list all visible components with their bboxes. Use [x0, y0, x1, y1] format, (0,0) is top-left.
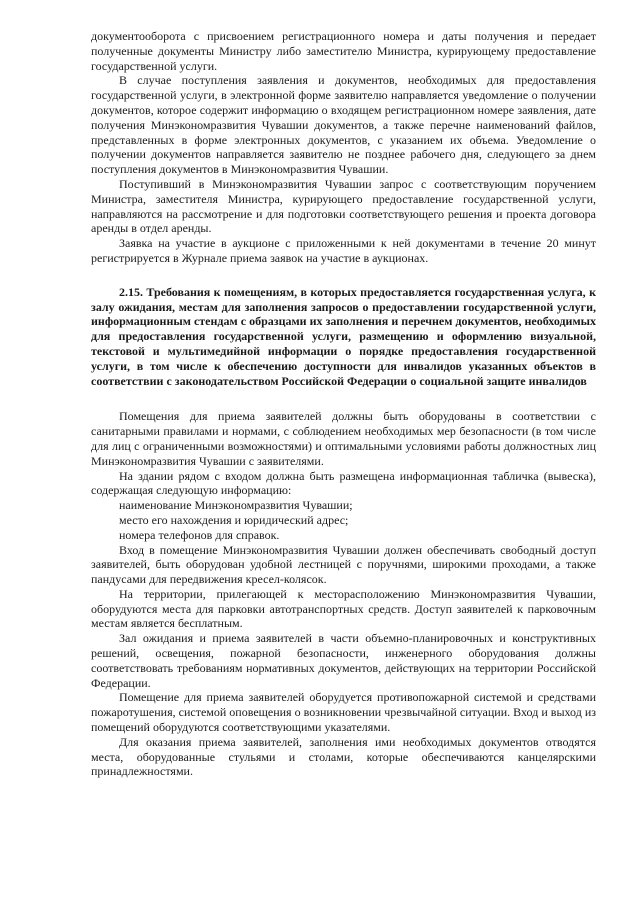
section-spacer [91, 388, 596, 409]
paragraph-fire-safety: Помещение для приема заявителей оборудуется противопожарной системой и средствами пожаротушения, системой оповещения о возникновении чрезвычайной ситуации. Вход и выход из помещений оборудуются соответствующими указателями. [91, 690, 596, 735]
paragraph-sign: На здании рядом с входом должна быть размещена информационная табличка (вывеска), содержащая следующую информацию: [91, 468, 596, 498]
list-item: место его нахождения и юридический адрес; [119, 512, 349, 527]
paragraph-premises: Помещения для приема заявителей должны быть оборудованы в соответствии с санитарными правилами и нормами, с соблюдением необходимых мер безопасности (в том числе для лиц с ограниченными возможностями) и оптимальными условиями работы должностных лиц Минэкономразвития Чувашии с заявителями. [91, 409, 596, 468]
paragraph-request-routing: Поступивший в Минэкономразвития Чувашии запрос с соответствующим поручением Министра, заместителя Министра, курирующего предоставление государственной услуги, направляются на рассмотрение и для подготовки соответствующего решения и проекта договора аренды в отдел аренды. [91, 176, 596, 236]
paragraph-auction-registration: Заявка на участие в аукционе с приложенными к ней документами в течение 20 минут регистрируется в Журнале приема заявок на участие в аукционах. [91, 236, 596, 265]
paragraph-workplaces: Для оказания приема заявителей, заполнения ими необходимых документов отводятся места, оборудованные стульями и столами, которые обеспечиваются канцелярскими принадлежностями. [91, 734, 596, 779]
paragraph-waiting-hall: Зал ожидания и приема заявителей в части объемно-планировочных и конструктивных решений, освещения, пожарной безопасности, инженерного оборудования должны соответствовать требованиям нормативных документов, действующих на территории Российской Федерации. [91, 631, 596, 690]
paragraph-electronic-notice: В случае поступления заявления и документов, необходимых для предоставления государственной услуги, в электронной форме заявителю направляется уведомление о получении документов, которое содержит информацию о входящем регистрационном номере заявления, дате получения Минэкономразвития Чувашии документов, а также перечне наименований файлов, представленных в форме электронных документов, с указанием их объема. Уведомление о получении документов направляется заявителю не позднее рабочего дня, следующего за днем поступления документов в Минэкономразвития Чувашии. [91, 73, 596, 177]
paragraph-parking: На территории, прилегающей к месторасположению Минэкономразвития Чувашии, оборудуются места для парковки автотранспортных средств. Доступ заявителей к парковочным местам является бесплатным. [91, 586, 596, 631]
paragraph-continuation: документооборота с присвоением регистрационного номера и даты получения и передает полученные документы Министру либо заместителю Министра, курирующему предоставление государственной услуги. [91, 29, 596, 73]
list-item: номера телефонов для справок. [119, 527, 280, 542]
section-heading: 2.15. Требования к помещениям, в которых предоставляется государственная услуга, к залу ожидания, местам для заполнения запросов о предоставлении государственной услуги, информационным стендам с образцами их заполнения и перечнем документов, необходимых для предоставления государственной услуги, размещению и оформлению визуальной, текстовой и мультимедийной информации о порядке предоставления государственной услуги, в том числе к обеспечению доступности для инвалидов указанных объектов в соответствии с законодательством Российской Федерации о социальной защите инвалидов [91, 284, 596, 388]
list-item: наименование Минэкономразвития Чувашии; [119, 498, 353, 513]
paragraph-entrance: Вход в помещение Минэкономразвития Чувашии должен обеспечивать свободный доступ заявителей, быть оборудован удобной лестницей с поручнями, широкими проходами, а также пандусами для передвижения кресел-колясок. [91, 542, 596, 587]
